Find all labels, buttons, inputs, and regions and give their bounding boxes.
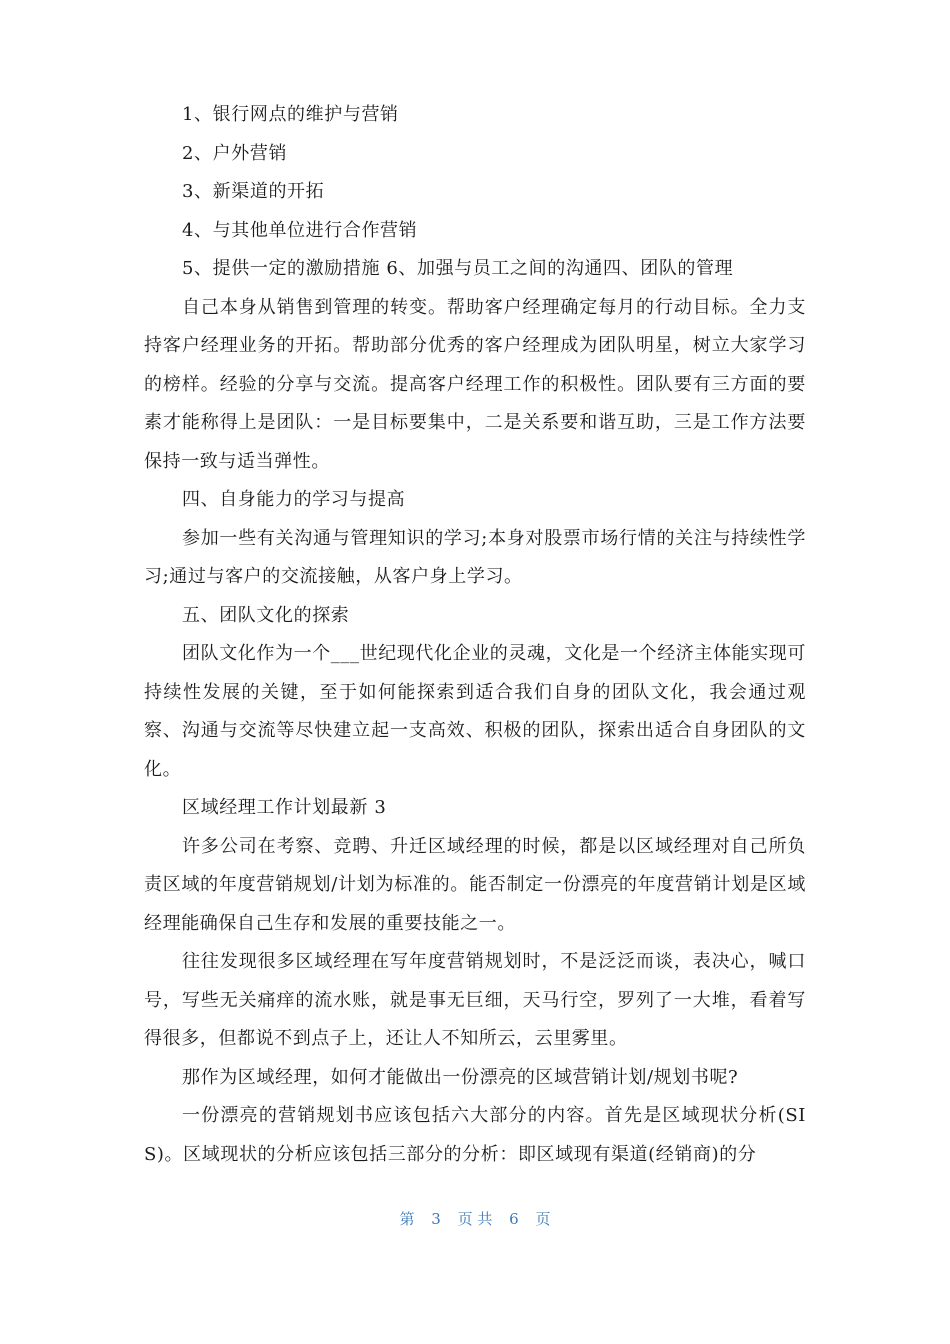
paragraph: 自己本身从销售到管理的转变。帮助客户经理确定每月的行动目标。全力支持客户经理业务的开拓。帮助部分优秀的客户经理成为团队明星，树立大家学习的榜样。经验的分享与交流。提高客户经理工作的积极性。团队要有三方面的要素才能称得上是团队：一是目标要集中，二是关系要和谐互助，三是工作方法要保持一致与适当弹性。 bbox=[144, 296, 806, 472]
section-heading: 四、自身能力的学习与提高 bbox=[182, 489, 406, 510]
list-item: 4、与其他单位进行合作营销 bbox=[182, 219, 418, 241]
total-page-count: 6 bbox=[509, 1210, 519, 1228]
section-heading: 五、团队文化的探索 bbox=[182, 604, 350, 626]
paragraph: 许多公司在考察、竞聘、升迁区域经理的时候，都是以区域经理对自己所负责区域的年度营销规划/计划为标准的。能否制定一份漂亮的年度营销计划是区域经理能确保自己生存和发展的重要技能之一。 bbox=[144, 835, 806, 934]
paragraph: 一份漂亮的营销规划书应该包括六大部分的内容。首先是区域现状分析(SIS)。区域现状的分析应该包括三部分的分析：即区域现有渠道(经销商)的分 bbox=[144, 1105, 806, 1165]
page-footer bbox=[0, 1208, 950, 1229]
body-text bbox=[144, 96, 806, 1174]
paragraph: 那作为区域经理，如何才能做出一份漂亮的区域营销计划/规划书呢? bbox=[182, 1066, 739, 1088]
section-heading: 区域经理工作计划最新 3 bbox=[182, 797, 387, 818]
list-item: 1、银行网点的维护与营销 bbox=[182, 104, 399, 125]
paragraph: 参加一些有关沟通与管理知识的学习;本身对股票市场行情的关注与持续性学习;通过与客户的交流接触，从客户身上学习。 bbox=[144, 527, 806, 587]
list-item: 5、提供一定的激励措施 6、加强与员工之间的沟通四、团队的管理 bbox=[182, 258, 734, 279]
paragraph: 团队文化作为一个___世纪现代化企业的灵魂，文化是一个经济主体能实现可持续性发展的关键，至于如何能探索到适合我们自身的团队文化，我会通过观察、沟通与交流等尽快建立起一支高效、积极的团队，探索出适合自身团队的文化。 bbox=[144, 643, 806, 780]
footer-prefix: 第 bbox=[399, 1210, 415, 1228]
current-page-number: 3 bbox=[431, 1210, 441, 1228]
list-item: 2、户外营销 bbox=[182, 142, 288, 164]
footer-suffix: 页 bbox=[535, 1210, 551, 1228]
footer-middle: 页 共 bbox=[457, 1210, 493, 1228]
paragraph: 往往发现很多区域经理在写年度营销规划时，不是泛泛而谈，表决心，喊口号，写些无关痛痒的流水账，就是事无巨细，天马行空，罗列了一大堆，看着写得很多，但都说不到点子上，还让人不知所云，云里雾里。 bbox=[144, 951, 806, 1049]
list-item: 3、新渠道的开拓 bbox=[182, 181, 325, 202]
